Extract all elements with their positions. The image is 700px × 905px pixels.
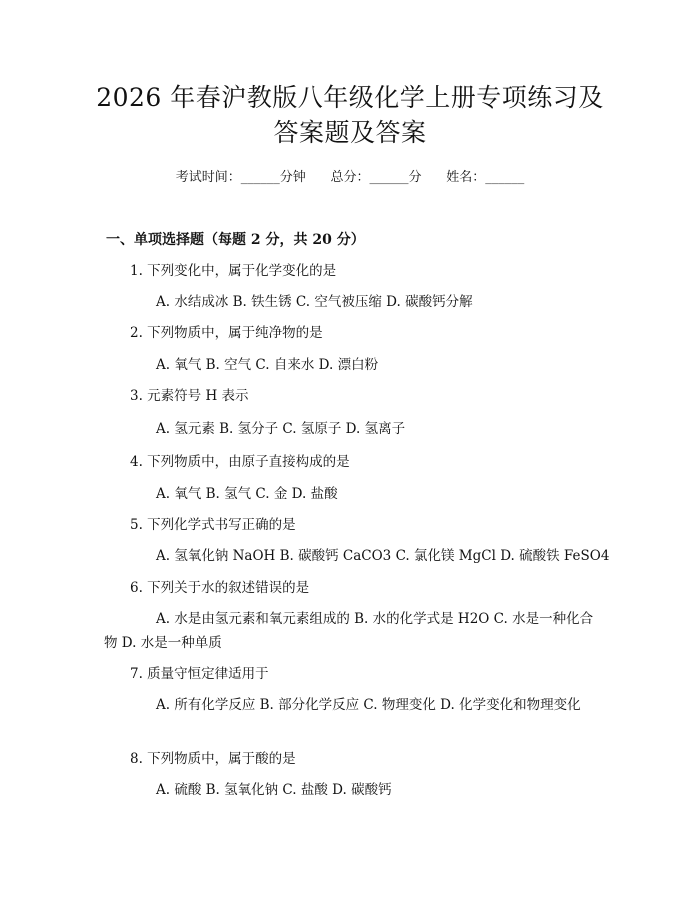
question-options: A. 所有化学反应 B. 部分化学反应 C. 物理变化 D. 化学变化和物理变化 bbox=[156, 697, 581, 713]
question-stem: 2. 下列物质中，属于纯净物的是 bbox=[130, 325, 323, 341]
question-stem: 4. 下列物质中，由原子直接构成的是 bbox=[130, 454, 350, 470]
question-options: A. 氢氧化钠 NaOH B. 碳酸钙 CaCO3 C. 氯化镁 MgCl D. 硫酸铁 FeSO4 bbox=[156, 548, 610, 564]
question-stem: 8. 下列物质中，属于酸的是 bbox=[130, 751, 296, 767]
question-stem: 5. 下列化学式书写正确的是 bbox=[130, 517, 296, 533]
exam-meta-line: 考试时间：______分钟 总分：______分 姓名：______ bbox=[175, 170, 525, 185]
question-options: A. 氧气 B. 氢气 C. 金 D. 盐酸 bbox=[156, 486, 338, 502]
question-stem: 1. 下列变化中，属于化学变化的是 bbox=[130, 263, 337, 279]
question-options: A. 氧气 B. 空气 C. 自来水 D. 漂白粉 bbox=[156, 357, 379, 373]
question-options: A. 硫酸 B. 氢氧化钠 C. 盐酸 D. 碳酸钙 bbox=[156, 782, 392, 798]
question-stem: 3. 元素符号 H 表示 bbox=[130, 388, 249, 404]
question-stem: 6. 下列关于水的叙述错误的是 bbox=[130, 580, 310, 596]
question-stem: 7. 质量守恒定律适用于 bbox=[130, 666, 269, 682]
question-options: A. 水结成冰 B. 铁生锈 C. 空气被压缩 D. 碳酸钙分解 bbox=[156, 294, 473, 310]
document-title-line-1: 2026 年春沪教版八年级化学上册专项练习及 bbox=[96, 83, 604, 112]
question-options: A. 水是由氢元素和氧元素组成的 B. 水的化学式是 H2O C. 水是一种化合物 D. 水是一种单质 bbox=[104, 611, 594, 651]
document-title-line-2: 答案题及答案 bbox=[273, 118, 427, 147]
question-options: A. 氢元素 B. 氢分子 C. 氢原子 D. 氢离子 bbox=[156, 421, 406, 437]
section-heading: 一、单项选择题（每题 2 分，共 20 分） bbox=[106, 232, 365, 248]
